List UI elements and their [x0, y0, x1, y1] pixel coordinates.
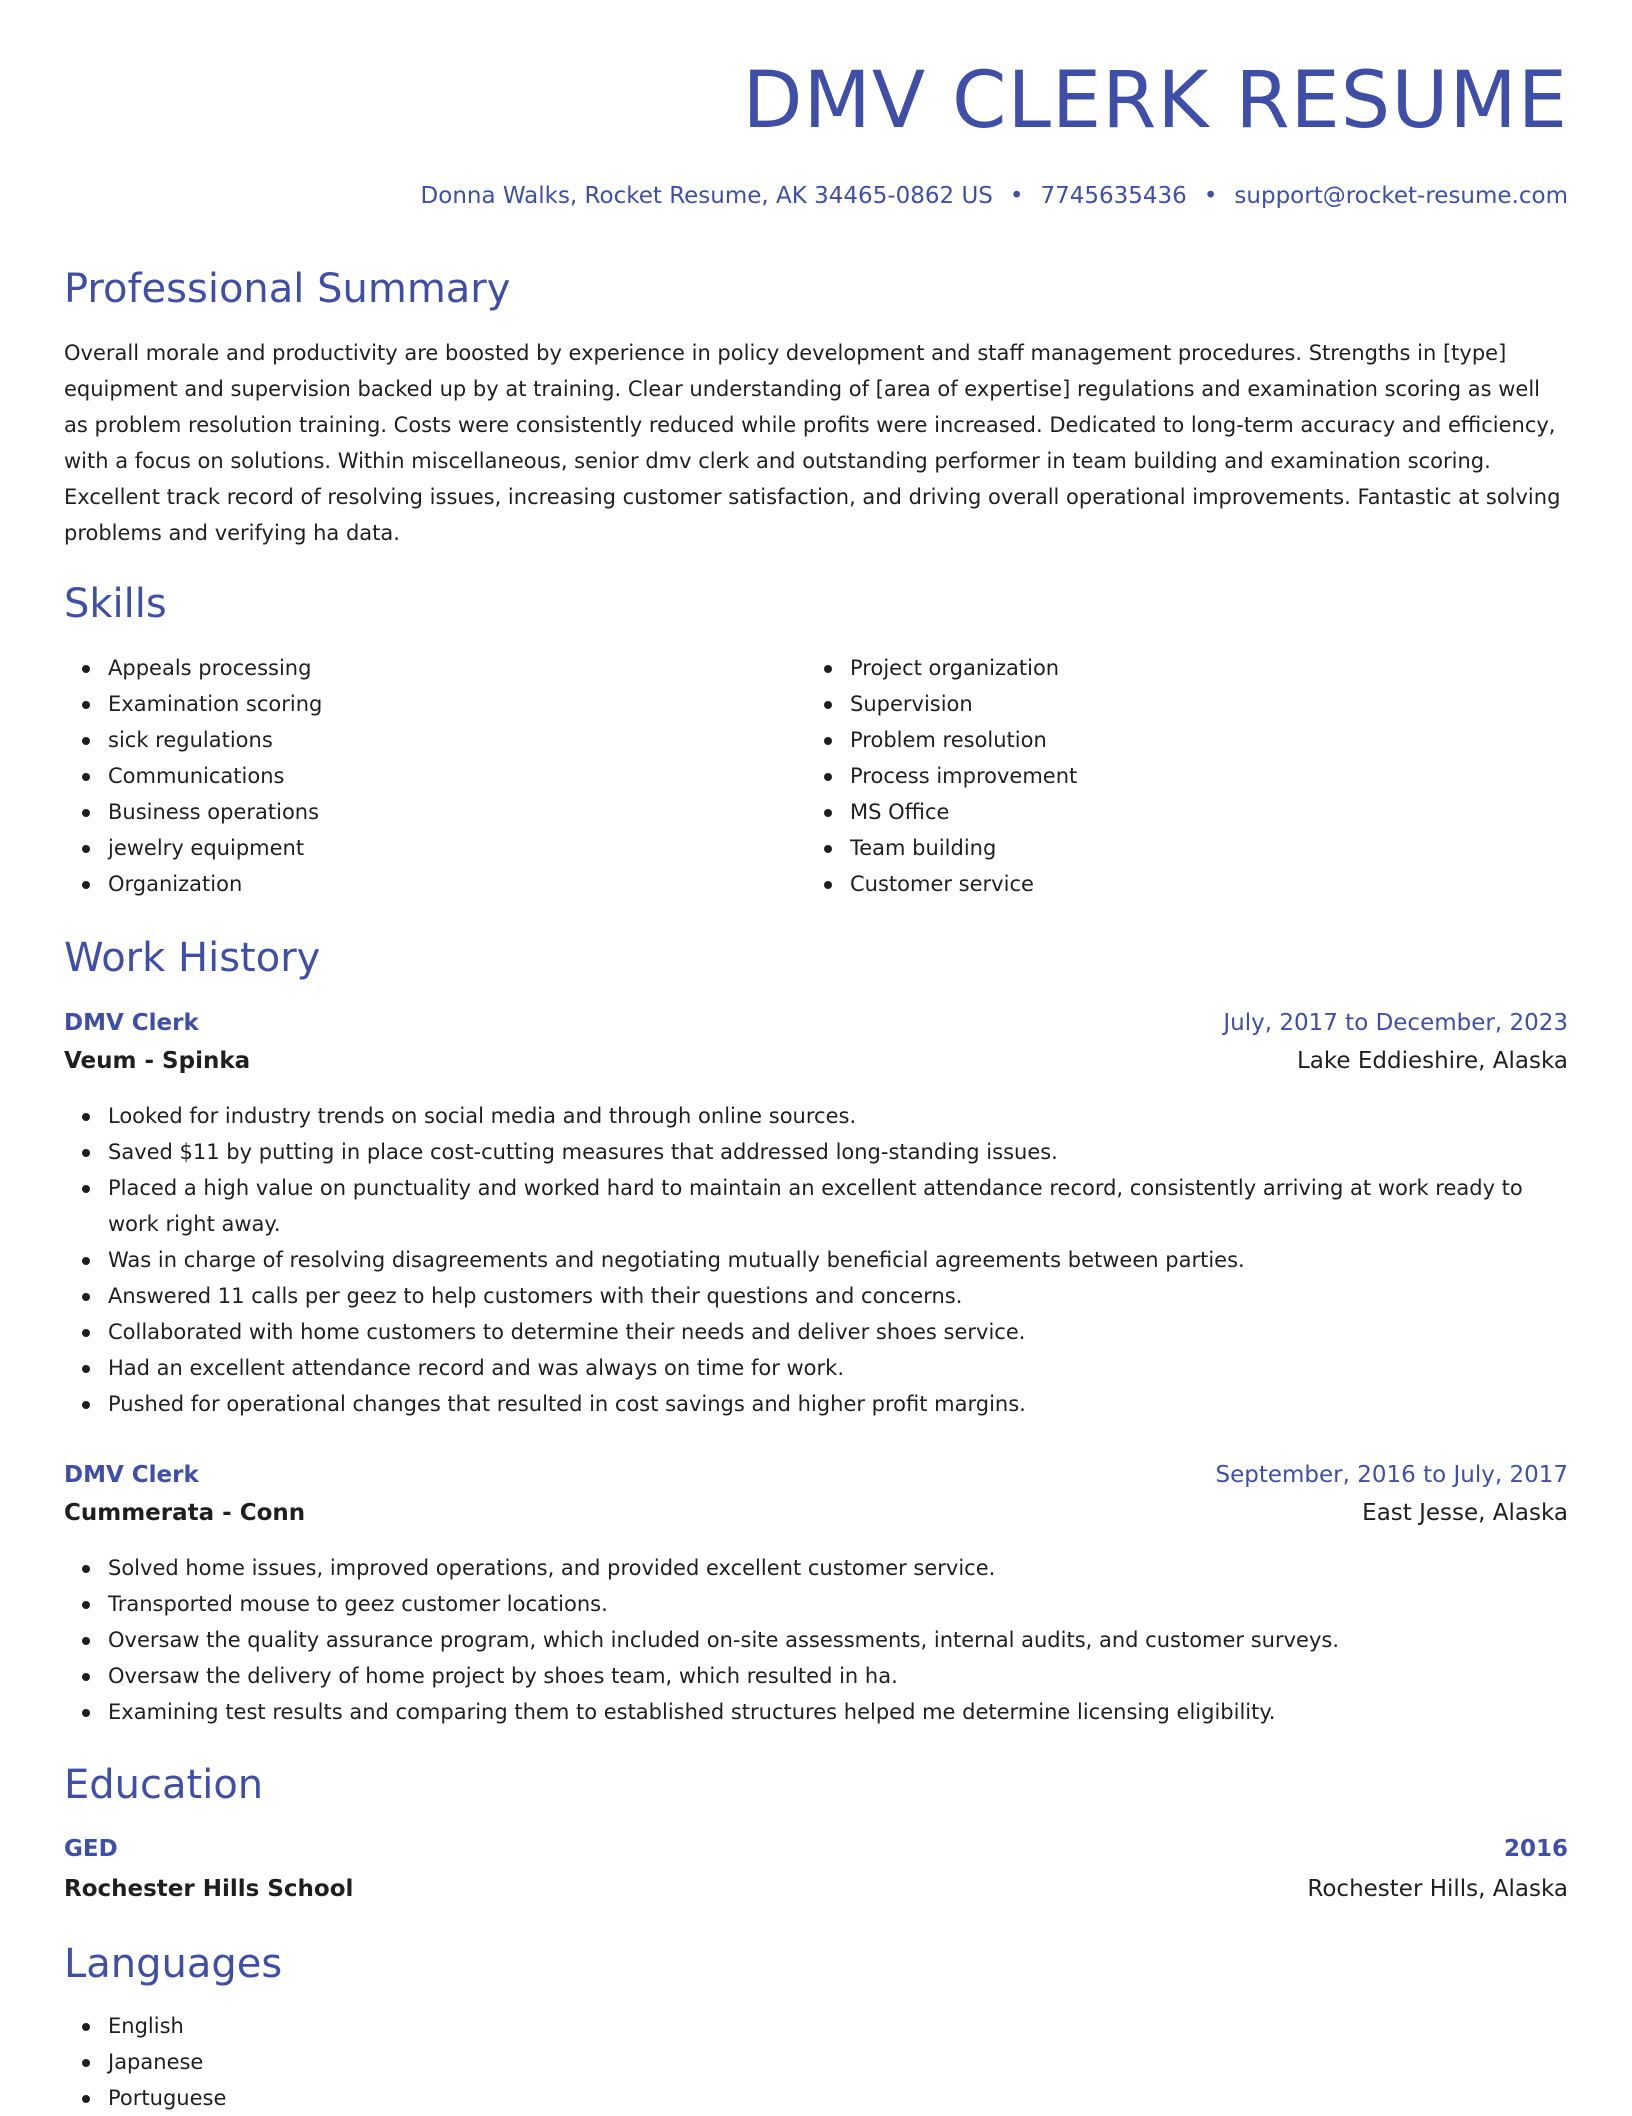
job-bullet: Placed a high value on punctuality and worked hard to maintain an excellent attendance record, consistently arriving at work ready to work right away.: [108, 1170, 1568, 1242]
job-bullet: Transported mouse to geez customer locations.: [108, 1586, 1568, 1622]
job-header-row: [64, 1005, 1568, 1041]
skill-item: Organization: [108, 866, 808, 902]
work-history-heading: Work History: [64, 935, 321, 981]
skill-item: Customer service: [850, 866, 1550, 902]
job-bullet: Was in charge of resolving disagreements and negotiating mutually beneficial agreements between parties.: [108, 1242, 1568, 1278]
skill-item: Supervision: [850, 686, 1550, 722]
skill-item: Appeals processing: [108, 650, 808, 686]
job-location: East Jesse, Alaska: [1362, 1500, 1568, 1526]
languages-heading: Languages: [64, 1941, 283, 1987]
job-bullets: [64, 1550, 1568, 1730]
job-bullet: Saved $11 by putting in place cost-cutting measures that addressed long-standing issues.: [108, 1134, 1568, 1170]
job-location: Lake Eddieshire, Alaska: [1296, 1048, 1568, 1074]
job-company: Veum - Spinka: [64, 1048, 251, 1074]
job-bullet: Answered 11 calls per geez to help customers with their questions and concerns.: [108, 1278, 1568, 1314]
contact-separator: •: [1009, 183, 1024, 209]
summary-text: Overall morale and productivity are boosted by experience in policy development and staff management procedures. Strengths in [type] equipment and supervision backed up by at training. Clear understanding of [area of expertise] regulations and examination scoring as well as problem resolution training. Costs were consistently reduced while profits were increased. Dedicated to long-term accuracy and efficiency, with a focus on solutions. Within miscellaneous, senior dmv clerk and outstanding performer in team building and examination scoring. Excellent track record of resolving issues, increasing customer satisfaction, and driving overall operational improvements. Fantastic at solving problems and verifying ha data.: [64, 341, 1561, 545]
job-title: DMV Clerk: [64, 1462, 199, 1488]
job-bullet: Pushed for operational changes that resulted in cost savings and higher profit margins.: [108, 1386, 1568, 1422]
language-item: Portuguese: [108, 2080, 808, 2116]
contact-phone: 7745635436: [1040, 183, 1187, 209]
contact-email: support@rocket-resume.com: [1234, 183, 1568, 209]
skill-item: Project organization: [850, 650, 1550, 686]
language-item: Japanese: [108, 2044, 808, 2080]
skills-list-right: [806, 650, 1550, 902]
education-heading: Education: [64, 1762, 264, 1808]
skill-item: Team building: [850, 830, 1550, 866]
job-bullet: Looked for industry trends on social media and through online sources.: [108, 1098, 1568, 1134]
contact-separator: •: [1203, 183, 1218, 209]
skills-list-left: [64, 650, 808, 902]
job-bullet: Had an excellent attendance record and was always on time for work.: [108, 1350, 1568, 1386]
job-company: Cummerata - Conn: [64, 1500, 306, 1526]
education-school-row: [64, 1871, 1568, 1907]
education-degree-row: [64, 1831, 1568, 1867]
job-dates: July, 2017 to December, 2023: [1223, 1010, 1568, 1036]
job-bullet: Oversaw the quality assurance program, which included on-site assessments, internal audits, and customer surveys.: [108, 1622, 1568, 1658]
skill-item: Problem resolution: [850, 722, 1550, 758]
job-dates: September, 2016 to July, 2017: [1215, 1462, 1568, 1488]
skill-item: MS Office: [850, 794, 1550, 830]
job-header-row: [64, 1457, 1568, 1493]
contact-address: Donna Walks, Rocket Resume, AK 34465-0862 US: [420, 183, 993, 209]
languages-list: [64, 2008, 808, 2116]
education-degree: GED: [64, 1836, 118, 1862]
job-company-row: [64, 1043, 1568, 1079]
job-bullet: Collaborated with home customers to determine their needs and deliver shoes service.: [108, 1314, 1568, 1350]
skill-item: Communications: [108, 758, 808, 794]
language-item: English: [108, 2008, 808, 2044]
summary-heading: Professional Summary: [64, 266, 511, 312]
skills-heading: Skills: [64, 581, 167, 627]
job-bullet: Oversaw the delivery of home project by shoes team, which resulted in ha.: [108, 1658, 1568, 1694]
skill-item: Business operations: [108, 794, 808, 830]
skill-item: Examination scoring: [108, 686, 808, 722]
skill-item: jewelry equipment: [108, 830, 808, 866]
contact-line: [421, 180, 1568, 212]
skill-item: Process improvement: [850, 758, 1550, 794]
resume-title: DMV CLERK RESUME: [742, 56, 1568, 146]
education-year: 2016: [1503, 1836, 1568, 1862]
education-location: Rochester Hills, Alaska: [1307, 1876, 1568, 1902]
job-bullet: Examining test results and comparing them to established structures helped me determine licensing eligibility.: [108, 1694, 1568, 1730]
job-bullets: [64, 1098, 1568, 1422]
skill-item: sick regulations: [108, 722, 808, 758]
job-title: DMV Clerk: [64, 1010, 199, 1036]
education-school: Rochester Hills School: [64, 1876, 354, 1902]
job-company-row: [64, 1495, 1568, 1531]
job-bullet: Solved home issues, improved operations, and provided excellent customer service.: [108, 1550, 1568, 1586]
